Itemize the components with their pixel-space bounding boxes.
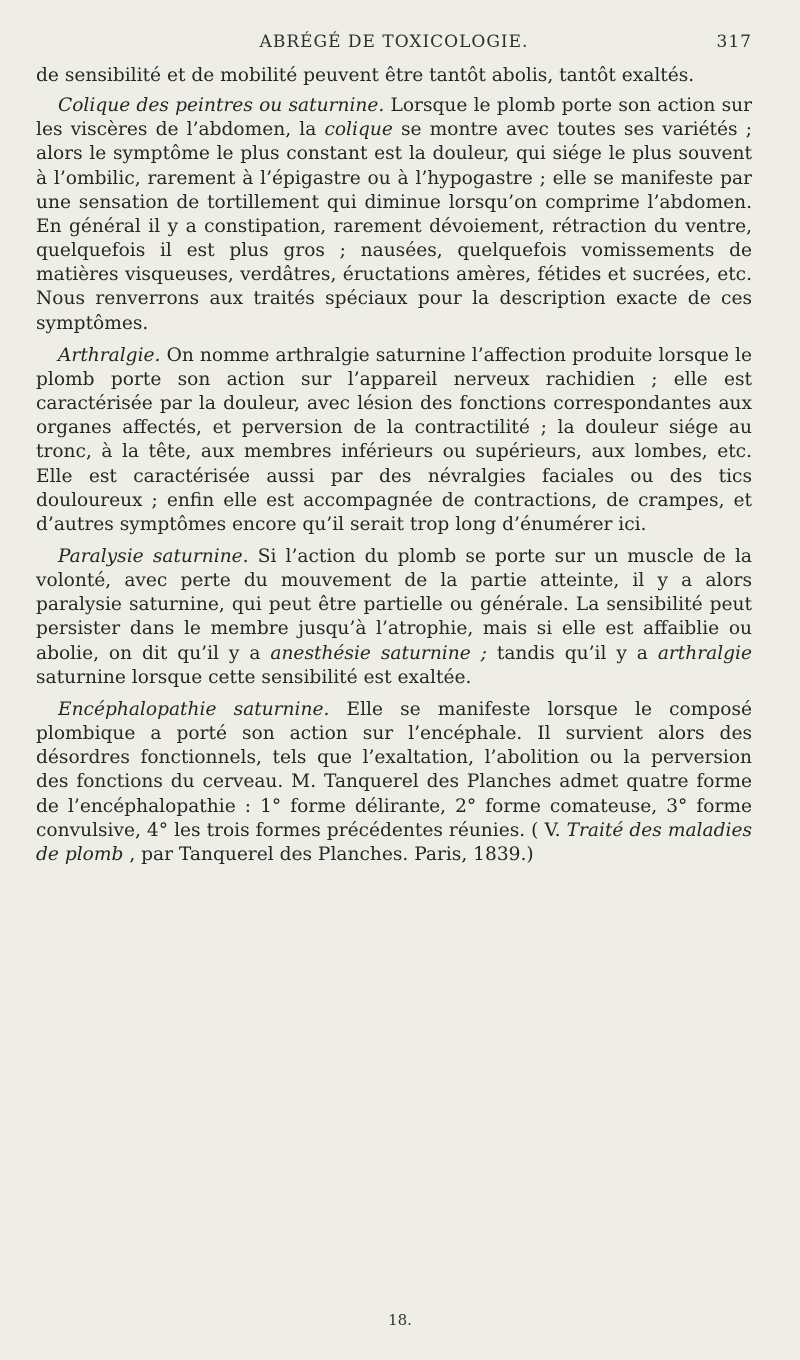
running-head	[36, 32, 752, 62]
paragraph-text: se montre avec toutes ses variétés ; alors le symptôme le plus constant est la douleur, qui siége le plus souvent à l’ombilic, rarement à l’épigastre ou à l’hypogastre ; elle se manifeste par une sensation de tortillement qui diminue lorsqu’on comprime l’abdomen. En général il y a constipation, rarement dévoiement, rétraction du ventre, quelquefois il est plus gros ; nausées, quelquefois vomissements de matières visqueuses, verdâtres, éructations amères, fétides et sucrées, etc. Nous renverrons aux traités spéciaux pour la description exacte de ces symptômes.	[36, 119, 752, 334]
paragraph-text: , par Tanquerel des Planches. Paris, 1839.)	[123, 843, 534, 865]
body-text	[36, 64, 752, 867]
signature-mark: 18.	[388, 1311, 412, 1329]
paragraph-arthralgie	[36, 344, 752, 537]
emphasis-term: colique	[324, 119, 393, 141]
paragraph-text: de sensibilité et de mobilité peuvent être tantôt abolis, tantôt exaltés.	[36, 65, 695, 86]
paragraph-paralysie	[36, 545, 752, 690]
paragraph-text: Si l’action du plomb se porte sur un muscle de la volonté, avec perte du mouvement de la partie atteinte, il y a alors paralysie saturnine, qui peut être partielle ou générale. La sensibilité peut persister dans le membre jusqu’à l’atrophie, mais si elle est affaiblie ou abolie, on dit qu’il y a	[36, 545, 752, 664]
section-heading-colique: Colique des peintres ou saturnine.	[58, 95, 385, 117]
running-head-title: ABRÉGÉ DE TOXICOLOGIE.	[259, 32, 529, 52]
emphasis-term: anesthésie saturnine ;	[270, 642, 487, 664]
page-number: 317	[716, 32, 752, 52]
paragraph-text: saturnine lorsque cette sensibilité est exaltée.	[36, 666, 472, 688]
paragraph-text: On nomme arthralgie saturnine l’affection produite lorsque le plomb porte son action sur l’appareil nerveux rachidien ; elle est caractérisée par la douleur, avec lésion des fonctions correspondantes aux organes affectés, et perversion de la contractilité ; la douleur siége au tronc, à la tête, aux membres inférieurs ou supérieurs, aux lombes, etc. Elle est caractérisée aussi par des névralgies faciales ou des tics douloureux ; enfin elle est accompagnée de contractions, de crampes, et d’autres symptômes encore qu’il serait trop long d’énumérer ici.	[36, 344, 752, 535]
section-heading-encephalopathie: Encéphalopathie saturnine.	[58, 698, 330, 720]
paragraph-text: tandis qu’il y a	[486, 642, 658, 664]
paragraph-colique	[36, 94, 752, 336]
section-heading-arthralgie: Arthralgie.	[58, 344, 161, 366]
paragraph-text: Lorsque le plomb porte son action sur les viscères de l’abdomen, la	[36, 95, 752, 141]
book-page	[36, 32, 752, 875]
emphasis-term: arthralgie	[657, 642, 753, 664]
paragraph-encephalopathie	[36, 698, 752, 867]
citation-title: Traité des maladies de plomb	[36, 819, 752, 865]
section-heading-paralysie: Paralysie saturnine.	[58, 545, 249, 567]
paragraph-text: Elle se manifeste lorsque le composé plombique a porté son action sur l’encéphale. Il survient alors des désordres fonctionnels, tels que l’exaltation, l’abolition ou la perversion des fonctions du cerveau. M. Tanquerel des Planches admet quatre forme de l’encéphalopathie : 1° forme délirante, 2° forme comateuse, 3° forme convulsive, 4° les trois formes précédentes réunies. ( V.	[36, 698, 753, 841]
paragraph-continuation	[36, 64, 752, 88]
